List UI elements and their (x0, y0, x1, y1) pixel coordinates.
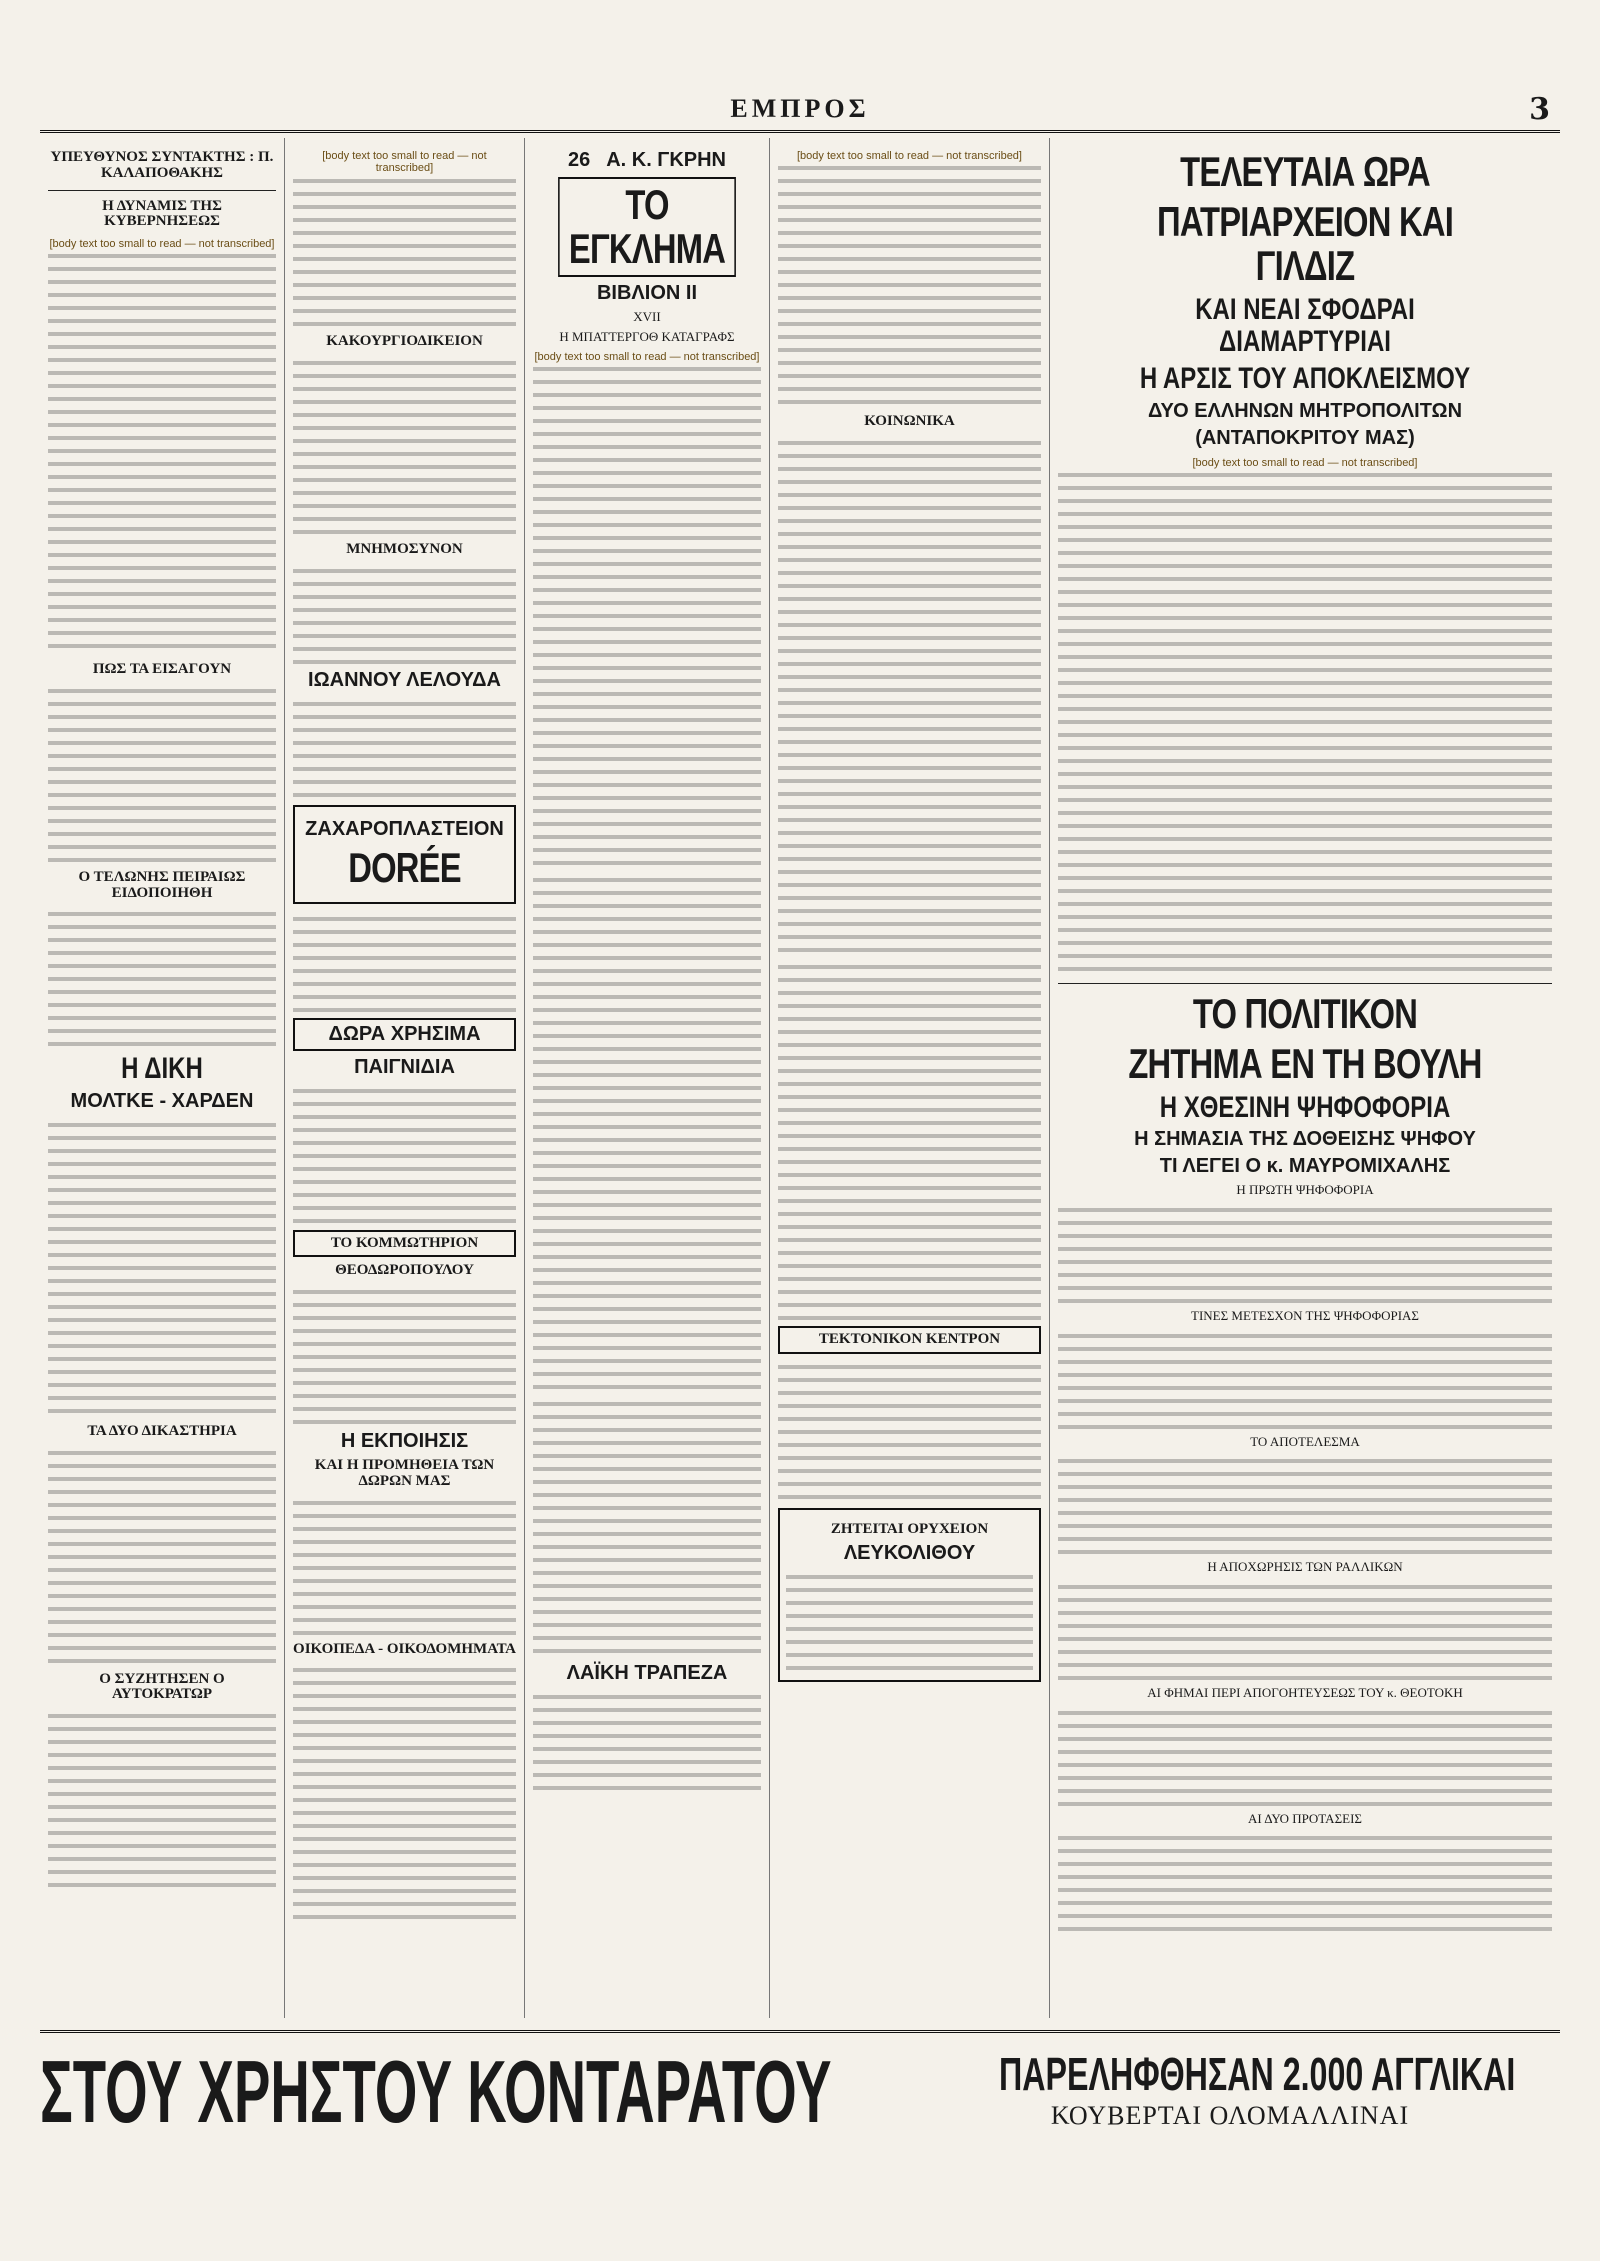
heading-masonic-center: ΤΕΚΤΟΝΙΚΟΝ ΚΕΝΤΡΟΝ (778, 1326, 1041, 1354)
body-text (778, 1360, 1041, 1500)
body-text: [body text too small to read — not transcribed] (293, 148, 516, 328)
body-text: [body text too small to read — not transcribed] (1058, 455, 1552, 975)
body-text: [body text too small to read — not transcribed] (533, 349, 761, 869)
serial-number: 26 (568, 149, 591, 171)
heading-ioannou-lelouda: ΙΩΑΝΝΟΥ ΛΕΛΟΥΔΑ (308, 668, 501, 691)
headline-vote-significance: Η ΣΗΜΑΣΙΑ ΤΗΣ ΔΟΘΕΙΣΗΣ ΨΗΦΟΥ (1134, 1128, 1476, 1151)
heading-plots-buildings: ΟΙΚΟΠΕΔΑ - ΟΙΚΟΔΟΜΗΜΑΤΑ (293, 1640, 516, 1657)
headline-two-metropolitans: ΔΥΟ ΕΛΛΗΝΩΝ ΜΗΤΡΟΠΟΛΙΤΩΝ (1147, 399, 1463, 422)
headline-new-protests: ΚΑΙ ΝΕΑΙ ΣΦΟΔΡΑΙ ΔΙΑΜΑΡΤΥΡΙΑΙ (1195, 293, 1415, 358)
heading-gift-supply: ΚΑΙ Η ΠΡΟΜΗΘΕΙΑ ΤΩΝ ΔΩΡΩΝ ΜΑΣ (314, 1457, 495, 1489)
body-text (293, 356, 516, 536)
heading-strength-of-government: Η ΔΥΝΑΜΙΣ ΤΗΣ ΚΥΒΕΡΝΗΣΕΩΣ (102, 197, 222, 230)
body-text (293, 1663, 516, 1923)
body-text (533, 1397, 761, 1657)
column-1 (40, 138, 285, 2018)
headline-mavromichalis: ΤΙ ΛΕΓΕΙ Ο κ. ΜΑΥΡΟΜΙΧΑΛΗΣ (1159, 1155, 1451, 1178)
heading-toys: ΠΑΙΓΝΙΔΙΑ (354, 1055, 455, 1078)
heading-emperor-discussed: Ο ΣΥΖΗΤΗΣΕΝ Ο ΑΥΤΟΚΡΑΤΩΡ (99, 1670, 225, 1703)
body-text (293, 1285, 516, 1425)
heading-confectionery: ΖΑΧΑΡΟΠΛΑΣΤΕΙΟΝ (305, 817, 504, 840)
subheading-result: ΤΟ ΑΠΟΤΕΛΕΣΜΑ (1250, 1433, 1360, 1449)
footer-announcement-detail: ΚΟΥΒΕΡΤΑΙ ΟΛΟΜΑΛΛΙΝΑΙ (1050, 2101, 1410, 2130)
columns (40, 138, 1560, 2018)
heading-criminal-court: ΚΑΚΟΥΡΓΙΟΔΙΚΕΙΟΝ (326, 333, 483, 349)
body-text (1058, 1329, 1552, 1429)
masthead (40, 90, 1560, 133)
heading-useful-gifts: ΔΩΡΑ ΧΡΗΣΙΜΑ (293, 1018, 516, 1051)
body-text (533, 873, 761, 1393)
body-text (293, 912, 516, 1012)
ad-title-1: ΖΗΤΕΙΤΑΙ ΟΡΥΧΕΙΟΝ (830, 1520, 989, 1537)
heading-hair-salon: ΤΟ ΚΟΜΜΩΤΗΡΙΟΝ (293, 1230, 516, 1258)
subheading-theotokis-rumors: ΑΙ ΦΗΜΑΙ ΠΕΡΙ ΑΠΟΓΟΗΤΕΥΣΕΩΣ ΤΟΥ κ. ΘΕΟΤΟΚΗ (1147, 1685, 1463, 1701)
serial-chapter: XVII (633, 309, 661, 325)
body-text (293, 697, 516, 797)
headline-issue-in-parliament: ΖΗΤΗΜΑ ΕΝ ΤΗ ΒΟΥΛΗ (1128, 1039, 1482, 1087)
body-text (1058, 1203, 1552, 1303)
body-text (1058, 1580, 1552, 1680)
body-text (293, 564, 516, 664)
subheading-first-vote: Η ΠΡΩΤΗ ΨΗΦΟΦΟΡΙΑ (1236, 1182, 1374, 1198)
heading-peoples-bank: ΛΑΪΚΗ ΤΡΑΠΕΖΑ (566, 1662, 728, 1685)
page-number: 3 (1529, 92, 1550, 127)
body-text: [body text too small to read — not transcribed] (778, 148, 1041, 408)
heading-the-sale: Η ΕΚΠΟΙΗΣΙΣ (340, 1430, 469, 1453)
heading-doree: DORÉE (348, 843, 461, 891)
headline-correspondent: (ΑΝΤΑΠΟΚΡΙΤΟΥ ΜΑΣ) (1195, 426, 1415, 449)
body-text (48, 1446, 276, 1666)
headline-yesterdays-vote: Η ΧΘΕΣΙΝΗ ΨΗΦΟΦΟΡΙΑ (1159, 1090, 1451, 1124)
headline-last-hour: ΤΕΛΕΥΤΑΙΑ ΩΡΑ (1180, 148, 1430, 195)
footer-store-name: ΣΤΟΥ ΧΡΗΣΤΟΥ ΚΟΝΤΑΡΑΤΟΥ (40, 2042, 832, 2141)
serial-subtitle: Η ΜΠΑΤΤΕΡΓΟΘ ΚΑΤΑΓΡΑΦΣ (559, 328, 735, 344)
headline-political: ΤΟ ΠΟΛΙΤΙΚΟΝ (1192, 989, 1418, 1037)
heading-two-courts: ΤΑ ΔΥΟ ΔΙΚΑΣΤΗΡΙΑ (87, 1422, 237, 1439)
headline-patriarchate-yildiz: ΠΑΤΡΙΑΡΧΕΙΟΝ ΚΑΙ ΓΙΛΔΙΖ (1156, 198, 1454, 290)
heading-memorial: ΜΝΗΜΟΣΥΝΟΝ (346, 540, 463, 557)
newspaper-title: ΕΜΠΡΟΣ (730, 94, 870, 123)
body-text: [body text too small to read — not transcribed] (48, 236, 276, 656)
subheading-participants: ΤΙΝΕΣ ΜΕΤΕΣΧΟΝ ΤΗΣ ΨΗΦΟΦΟΡΙΑΣ (1191, 1308, 1419, 1324)
ad-confectionery (293, 805, 516, 904)
body-text (786, 1570, 1033, 1670)
body-text (48, 1709, 276, 1889)
body-text (293, 1496, 516, 1636)
footer-banner (40, 2030, 1560, 2163)
body-text (533, 1690, 761, 1790)
subheading-rallis-withdrawal: Η ΑΠΟΧΩΡΗΣΙΣ ΤΩΝ ΡΑΛΛΙΚΩΝ (1207, 1559, 1403, 1575)
ad-title-2: ΛΕΥΚΟΛΙΘΟΥ (843, 1542, 976, 1565)
divider (48, 190, 276, 191)
heading-the-trial: Η ΔΙΚΗ (121, 1052, 203, 1086)
newspaper-page (40, 90, 1560, 2240)
body-text (778, 436, 1041, 956)
heading-theodoropoulou: ΘΕΟΔΩΡΟΠΟΥΛΟΥ (335, 1262, 474, 1279)
serial-book: ΒΙΒΛΙΟΝ ΙΙ (596, 282, 697, 305)
ad-mine-wanted (778, 1508, 1041, 1683)
heading-social: ΚΟΙΝΩΝΙΚΑ (864, 413, 955, 429)
column-3 (525, 138, 770, 2018)
heading-moltke-harden: ΜΟΛΤΚΕ - ΧΑΡΔΕΝ (70, 1089, 254, 1112)
body-text (48, 1118, 276, 1418)
body-text (1058, 1831, 1552, 1931)
heading-how-imported: ΠΩΣ ΤΑ ΕΙΣΑΓΟΥΝ (92, 661, 232, 677)
body-text (293, 1084, 516, 1224)
body-text (1058, 1706, 1552, 1806)
headline-lifting-exclusion: Η ΑΡΣΙΣ ΤΟΥ ΑΠΟΚΛΕΙΣΜΟΥ (1139, 362, 1471, 396)
column-2 (285, 138, 525, 2018)
subheading-two-proposals: ΑΙ ΔΥΟ ΠΡΟΤΑΣΕΙΣ (1248, 1810, 1362, 1826)
body-text (1058, 1454, 1552, 1554)
serial-author: Α. Κ. ΓΚΡΗΝ (606, 149, 726, 171)
heading-piraeus-customs: Ο ΤΕΛΩΝΗΣ ΠΕΙΡΑΙΩΣ ΕΙΔΟΠΟΙΗΘΗ (78, 868, 246, 901)
column-4 (770, 138, 1050, 2018)
serial-title: ΤΟ ΕΓΚΛΗΜΑ (558, 177, 736, 277)
divider (1058, 983, 1552, 984)
column-5 (1050, 138, 1560, 2018)
serial-header (533, 150, 761, 171)
footer-announcement: ΠΑΡΕΛΗΦΘΗΣΑΝ 2.000 ΑΓΓΛΙΚΑΙ (999, 2048, 1516, 2100)
body-text (778, 960, 1041, 1320)
editor-line: ΥΠΕΥΘΥΝΟΣ ΣΥΝΤΑΚΤΗΣ : Π. ΚΑΛΑΠΟΘΑΚΗΣ (50, 149, 274, 181)
body-text (48, 684, 276, 864)
body-text (48, 907, 276, 1047)
